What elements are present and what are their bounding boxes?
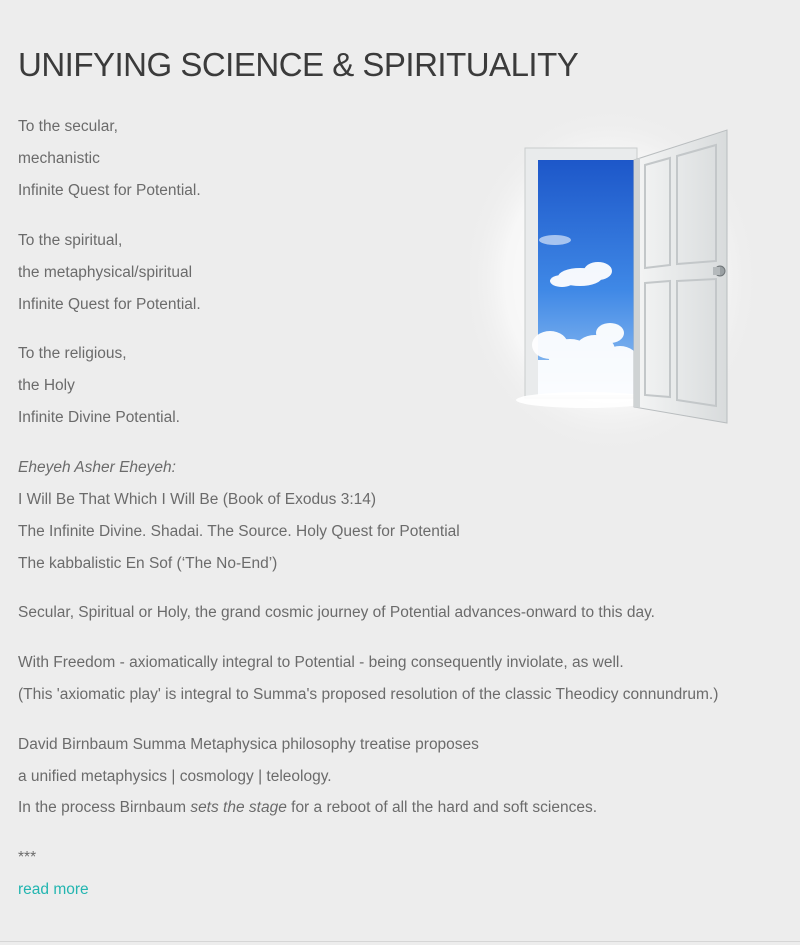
summa-line-3-emphasis: sets the stage [190, 799, 287, 816]
secular-line-3: Infinite Quest for Potential. [18, 182, 201, 199]
door-illustration [470, 105, 770, 455]
spiritual-line-3: Infinite Quest for Potential. [18, 296, 201, 313]
religious-line-3: Infinite Divine Potential. [18, 409, 180, 426]
separator: *** [18, 849, 37, 866]
religious-line-1: To the religious, [18, 345, 127, 362]
summa-line-3-after: for a reboot of all the hard and soft sciences. [286, 799, 598, 816]
eheyeh-line-2: The Infinite Divine. Shadai. The Source. Holy Quest for Potential [18, 523, 460, 540]
open-door-sky-image [470, 105, 770, 455]
page-title: UNIFYING SCIENCE & SPIRITUALITY [18, 46, 579, 83]
read-more-link[interactable]: read more [18, 881, 89, 898]
spiritual-line-2: the metaphysical/spiritual [18, 264, 193, 281]
summa-line-1: David Birnbaum Summa Metaphysica philosophy treatise proposes [18, 736, 479, 753]
secular-line-2: mechanistic [18, 150, 100, 167]
bottom-divider [0, 941, 800, 942]
eheyeh-heading: Eheyeh Asher Eheyeh: [18, 459, 176, 476]
summa-line-3 [18, 798, 597, 818]
secular-line-1: To the secular, [18, 118, 118, 135]
religious-line-2: the Holy [18, 377, 75, 394]
freedom-line-2: (This 'axiomatic play' is integral to Summa's proposed resolution of the classic Theodicy connundrum.) [18, 686, 719, 703]
freedom-line-1: With Freedom - axiomatically integral to Potential - being consequently inviolate, as well. [18, 654, 624, 671]
eheyeh-line-1: I Will Be That Which I Will Be (Book of Exodus 3:14) [18, 491, 377, 508]
eheyeh-line-3: The kabbalistic En Sof (‘The No-End’) [18, 555, 278, 572]
spiritual-line-1: To the spiritual, [18, 232, 123, 249]
read-more-wrap [18, 880, 89, 900]
journey-text: Secular, Spiritual or Holy, the grand cosmic journey of Potential advances-onward to this day. [18, 604, 655, 621]
summa-line-2: a unified metaphysics | cosmology | teleology. [18, 768, 332, 785]
summa-line-3-before: In the process Birnbaum [18, 799, 191, 816]
